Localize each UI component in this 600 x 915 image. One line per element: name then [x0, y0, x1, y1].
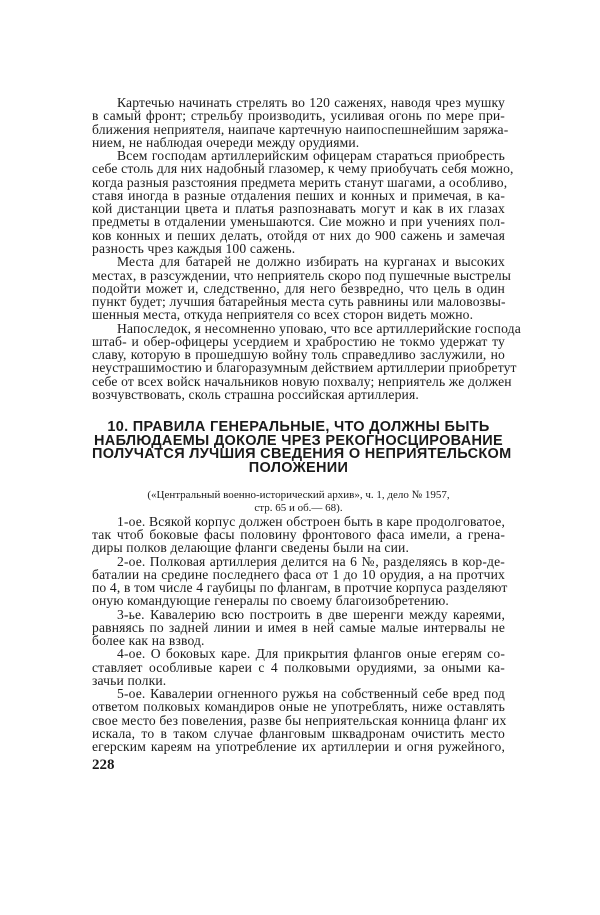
- text-line: ответом полковых командиров оные не употреблять, ниже оставлять: [92, 699, 505, 715]
- text-line: в самый фронт; стрельбу производить, усиливая огонь по мере при-: [92, 108, 505, 124]
- citation-line: («Центральный военно-исторический архив», ч. 1, дело № 1957,: [147, 489, 450, 501]
- heading-line: ПОЛУЧАТСЯ ЛУЧШИЯ СВЕДЕНИЯ О НЕПРИЯТЕЛЬСКОМ: [92, 446, 512, 463]
- text-line: возчувствовать, сколь страшна российская артиллерия.: [92, 386, 419, 402]
- heading-line: ПОЛОЖЕНИИ: [248, 459, 349, 476]
- text-line: 1-ое. Всякой корпус должен обстроен быть в каре продолговатое,: [117, 514, 505, 529]
- text-line: штаб- и обер-офицеры усердием и храбростию не токмо удержат ту: [92, 333, 505, 349]
- text-line: ков конных и пеших делать, отойдя от них до 900 сажень и замечая: [92, 227, 505, 243]
- text-line: зачьи полки.: [92, 672, 167, 688]
- text-line: разность чрез каждыя 100 сажень.: [92, 240, 296, 256]
- text-line: 3-ье. Кавалерию всю построить в две шеренги между кареями,: [117, 606, 505, 622]
- heading-line: НАБЛЮДАЕМЫ ДОКОЛЕ ЧРЕЗ РЕКОГНОСЦИРОВАНИЕ: [94, 432, 503, 449]
- heading-line: 10. ПРАВИЛА ГЕНЕРАЛЬНЫЕ, ЧТО ДОЛЖНЫ БЫТЬ: [107, 419, 490, 435]
- text-line: пункт будет; лучшия батарейныя места суть равнины или маловозвы-: [92, 294, 506, 310]
- text-line: себе столь для них надобный глазомер, к чему приобучать себя можно,: [92, 161, 514, 177]
- text-line: 5-ое. Кавалерии огненного ружья на собственный себе вред под: [117, 686, 505, 702]
- text-line: нием, не наблюдая очереди между орудиями.: [92, 134, 360, 150]
- text-line: свое место без повеления, разве бы неприятельская конница фланг их: [92, 712, 507, 728]
- text-line: по 4, в том числе 4 гаубицы по флангам, в протчие корпуса разделяют: [92, 580, 508, 596]
- text-line: баталии на средине последнего фаса от 1 до 10 орудия, а на протчих: [92, 566, 505, 582]
- text-line: славу, которую в прошедшую войну толь справедливо заслужили, но: [92, 347, 505, 363]
- text-line: предметы в отдалении уменьшаются. Сие можно и при учениях пол-: [92, 214, 505, 230]
- text-line: кой дистанции цвета и платья разпознавать могут и как в их глазах: [92, 201, 505, 217]
- text-line: ставляет особливые кареи с 4 полковыми орудиями, за оными ка-: [92, 659, 505, 675]
- text-line: равняясь по задней линии и имея в ней самые малые интервалы не: [92, 619, 505, 635]
- text-line: себе от всех войск начальников новую похвалу; неприятель же должен: [92, 373, 512, 389]
- text-line: когда разныя разстояния предмета мерить станут шагами, а особливо,: [92, 174, 508, 190]
- page-number: 228: [92, 757, 115, 773]
- text-line: так чтоб боковые фасы половину фронтового фаса имели, а грена-: [92, 527, 505, 543]
- text-line: диры полков делающие фланги сведены были на сии.: [92, 540, 410, 556]
- text-line: местах, в разсуждении, что неприятель скоро под пушечные выстрелы: [92, 267, 512, 283]
- text-line: Места для батарей не должно избирать на курганах и высоких: [117, 254, 505, 270]
- text-line: подойти может и, следственно, для него безвредно, что цель в один: [92, 280, 505, 296]
- text-line: оную командующие генералы по своему благоизобретению.: [92, 593, 449, 609]
- text-line: искала, то в таком случае фланговым шквадронам очистить место: [92, 725, 505, 741]
- text-line: неустрашимостию и благоразумным действием артиллерии приобретут: [92, 360, 517, 376]
- citation-line: стр. 65 и об.— 68).: [254, 502, 343, 514]
- text-line: егерским кареям на употребление их артиллерии и огня ружейного,: [92, 739, 505, 755]
- text-line: 4-ое. О боковых каре. Для прикрытия флангов оные егерям со-: [117, 646, 505, 662]
- text-line: ставя иногда в разные отдаления пеших и конных и примечая, в ка-: [92, 187, 505, 203]
- text-line: более как на взвод.: [92, 633, 205, 649]
- text-line: Всем господам артиллерийским офицерам стараться приобресть: [117, 148, 505, 164]
- text-line: Напоследок, я несомненно уповаю, что все артиллерийские господа: [117, 320, 521, 336]
- text-line: ближения неприятеля, наипаче картечную наипоспешнейшим заряжа-: [92, 121, 509, 137]
- text-line: Картечью начинать стрелять во 120 саженях, наводя чрез мушку: [117, 95, 505, 110]
- text-line: шенныя места, откуда неприятеля со всех сторон видеть можно.: [92, 307, 474, 323]
- text-line: 2-ое. Полковая артиллерия делится на 6 №, разделяясь в кор-де-: [117, 553, 505, 569]
